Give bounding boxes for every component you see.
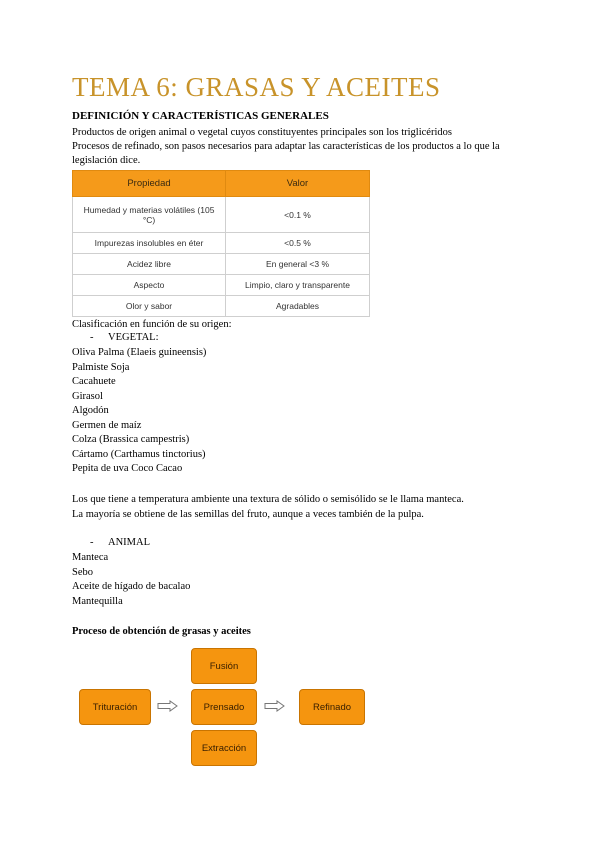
table-row — [73, 233, 370, 254]
table-cell: <0.1 % — [226, 197, 370, 233]
vegetal-dash: - — [90, 332, 94, 343]
classification-intro: Clasificación en función de su origen: — [72, 319, 232, 330]
trituracion-box: Trituración — [79, 689, 151, 725]
process-title: Proceso de obtención de grasas y aceites — [72, 626, 251, 637]
table-row — [73, 197, 370, 233]
list-item: Cacahuete — [72, 376, 116, 387]
extraccion-box: Extracción — [191, 730, 257, 766]
table-row — [73, 296, 370, 317]
list-item: Cártamo (Carthamus tinctorius) — [72, 448, 206, 460]
table-row — [73, 275, 370, 296]
table-cell: Agradables — [226, 296, 370, 317]
table-row — [73, 254, 370, 275]
table-cell: Humedad y materias volátiles (105 °C) — [73, 197, 226, 233]
arrow-right-icon — [264, 700, 286, 712]
arrow-right-icon — [157, 700, 179, 712]
table-cell: Acidez libre — [73, 254, 226, 275]
properties-table — [72, 170, 370, 317]
table-cell: Olor y sabor — [73, 296, 226, 317]
fusion-box: Fusión — [191, 648, 257, 684]
list-item: Girasol — [72, 390, 103, 402]
table-header-property: Propiedad — [73, 171, 226, 197]
note-line-1: Los que tiene a temperatura ambiente una textura de sólido o semisólido se le llama manteca. — [72, 494, 464, 505]
list-item: Germen de maíz — [72, 419, 142, 431]
table-header-row — [73, 171, 370, 197]
table-cell: <0.5 % — [226, 233, 370, 254]
list-item: Pepita de uva Coco Cacao — [72, 463, 183, 474]
table-cell: En general <3 % — [226, 254, 370, 275]
animal-label: ANIMAL — [108, 537, 150, 548]
animal-list — [72, 551, 190, 609]
intro-line-1: Productos de origen animal o vegetal cuyos constituyentes principales son los triglicéridos — [72, 127, 452, 138]
list-item: Algodón — [72, 405, 109, 416]
vegetal-label: VEGETAL: — [108, 332, 159, 343]
list-item: Manteca — [72, 552, 109, 563]
table-header-value: Valor — [226, 171, 370, 197]
table-cell: Impurezas insolubles en éter — [73, 233, 226, 254]
animal-dash: - — [90, 537, 94, 548]
list-item: Colza (Brassica campestris) — [72, 434, 190, 445]
list-item: Palmiste Soja — [72, 361, 130, 373]
table-cell: Limpio, claro y transparente — [226, 275, 370, 296]
refinado-box: Refinado — [299, 689, 365, 725]
list-item: Sebo — [72, 566, 93, 578]
vegetal-list — [72, 346, 206, 477]
page-title: TEMA 6: GRASAS Y ACEITES — [72, 72, 441, 102]
section-title: DEFINICIÓN Y CARACTERÍSTICAS GENERALES — [72, 110, 329, 122]
intro-line-2: Procesos de refinado, son pasos necesarios para adaptar las características de los productos a lo que la — [72, 141, 500, 152]
prensado-box: Prensado — [191, 689, 257, 725]
table-cell: Aspecto — [73, 275, 226, 296]
list-item: Aceite de hígado de bacalao — [72, 581, 191, 592]
list-item: Mantequilla — [72, 595, 123, 607]
list-item: Oliva Palma (Elaeis guineensis) — [72, 347, 207, 358]
intro-line-3: legislación dice. — [72, 155, 141, 166]
note-line-2: La mayoría se obtiene de las semillas del fruto, aunque a veces también de la pulpa. — [72, 509, 424, 520]
